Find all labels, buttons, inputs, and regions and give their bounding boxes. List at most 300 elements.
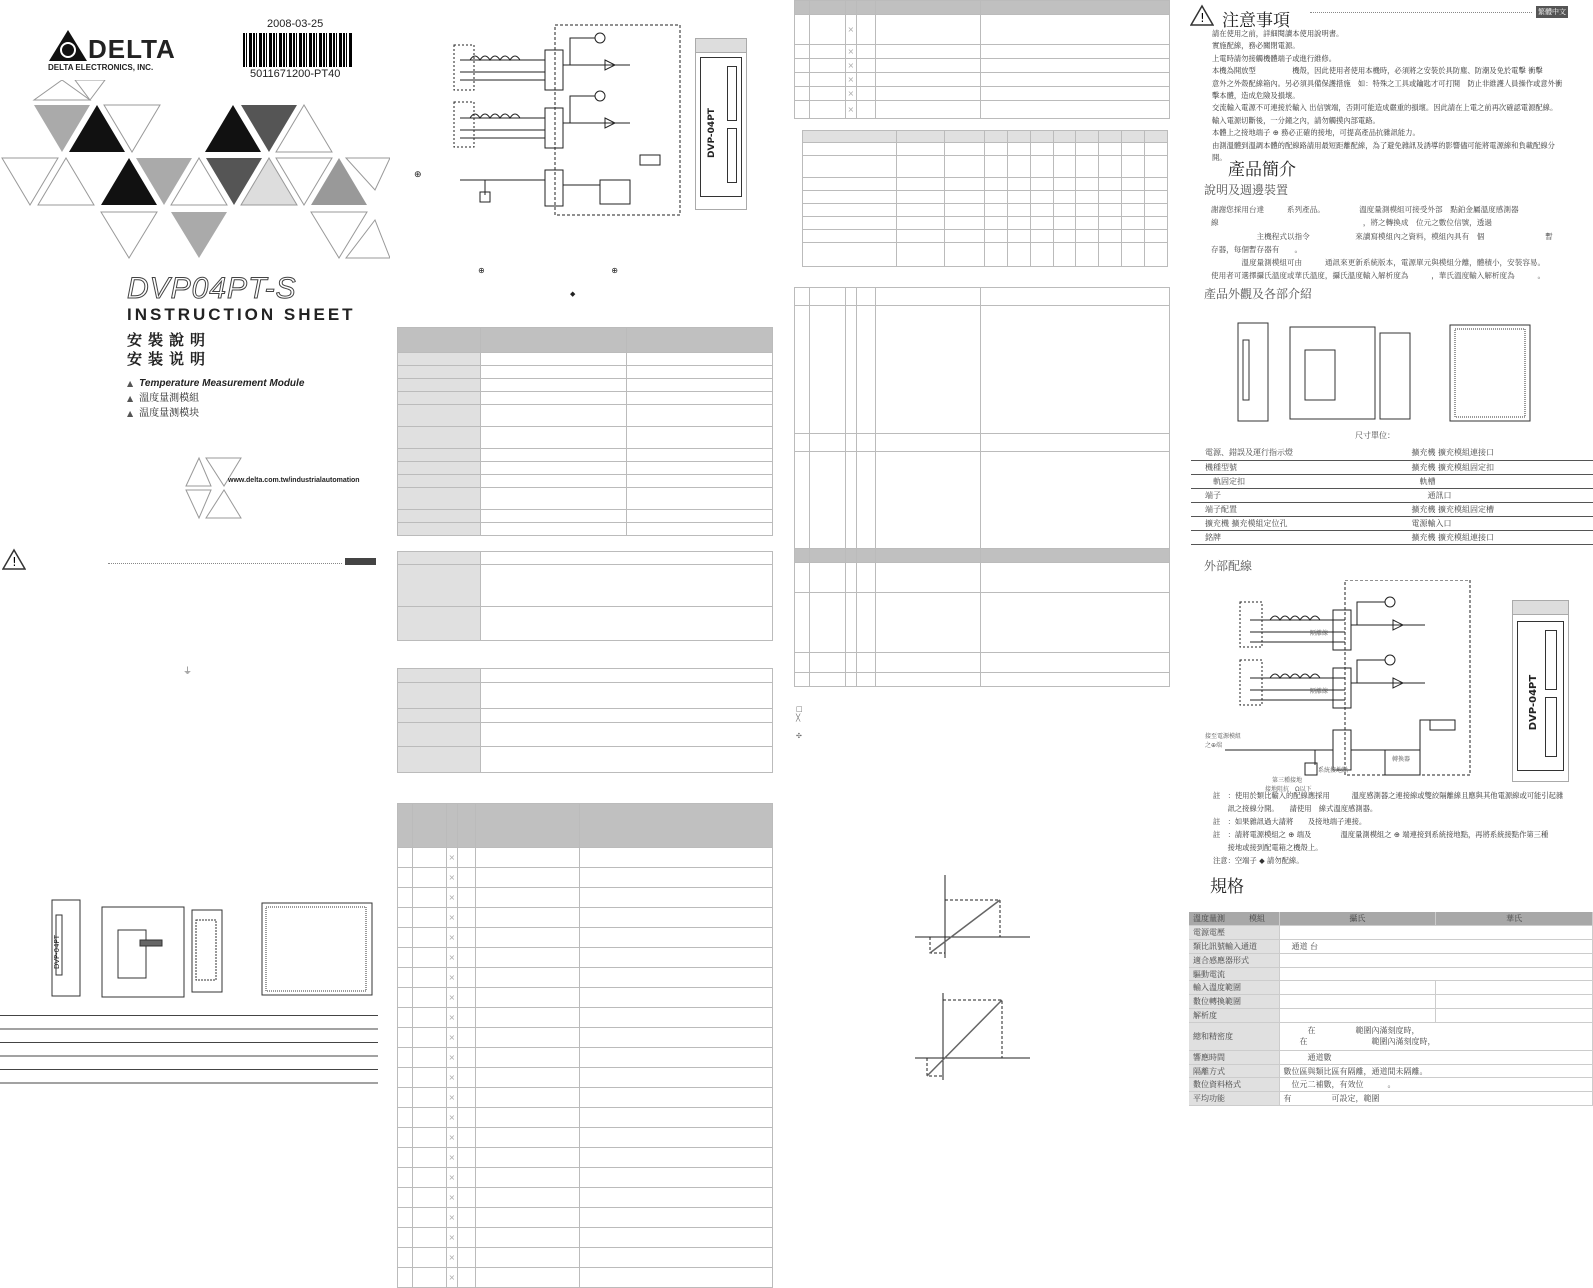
table-row — [398, 1048, 773, 1068]
delta-logo: DELTA — [48, 28, 158, 72]
ground-icon: ⏚ — [183, 667, 193, 677]
table-cell — [457, 1008, 475, 1028]
module-drawing — [695, 38, 747, 210]
ground-icon: ⊕ — [478, 266, 485, 275]
table-cell — [579, 1048, 773, 1068]
title-zh-simp: 安装说明 — [127, 350, 212, 368]
table-cell — [1099, 131, 1122, 143]
table-row — [398, 488, 773, 510]
table-row — [398, 1188, 773, 1208]
table-cell — [1145, 204, 1168, 217]
precaution-line: 意外之外殼配線箱內。另必須具備保護措施 如：特殊之工具或鑰匙才可打開 防止非維護人員操作或意外衝 — [1212, 78, 1563, 88]
description-text — [1211, 203, 1553, 283]
table-row — [795, 45, 1170, 59]
table-cell — [398, 488, 481, 510]
spec-value-celsius — [1279, 981, 1436, 995]
table-cell — [398, 1128, 413, 1148]
table-cell — [1122, 178, 1145, 191]
table-cell — [475, 1148, 579, 1168]
parts-row — [1191, 502, 1593, 516]
table-cell — [981, 653, 1170, 673]
table-cell — [1122, 230, 1145, 243]
table-row — [398, 888, 773, 908]
not-applicable-mark: × — [446, 1148, 457, 1168]
table-cell — [856, 653, 875, 673]
table-cell — [875, 15, 981, 45]
spec-table-en — [397, 327, 773, 536]
spec-header-cell: 溫度量測 模組 — [1189, 912, 1279, 926]
table-cell — [875, 87, 981, 101]
table-cell — [803, 156, 897, 178]
precaution-line: 請在使用之前，詳細閱讀本使用說明書。 — [1212, 29, 1344, 38]
spec-row — [1189, 967, 1593, 981]
description-line: 謝謝您採用台達 系列產品。 溫度量測模組可接受外部 點鉑金屬溫度感測器 — [1211, 205, 1519, 214]
spec-value — [1279, 1064, 1593, 1078]
table-cell — [1053, 230, 1076, 243]
spec-label: 總和精密度 — [1189, 1022, 1279, 1050]
table-cell — [1076, 230, 1099, 243]
table-cell — [579, 804, 773, 848]
table-cell — [579, 1188, 773, 1208]
table-row — [803, 143, 1168, 156]
table-cell — [475, 988, 579, 1008]
description-line: 存器，每個暫存器有 。 — [1211, 244, 1303, 254]
not-applicable-mark: × — [446, 1088, 457, 1108]
table-cell — [475, 1028, 579, 1048]
table-row — [795, 59, 1170, 73]
table-cell — [627, 462, 773, 475]
table-cell — [945, 191, 985, 204]
table-cell — [579, 1208, 773, 1228]
table-cell — [398, 405, 481, 427]
table-cell — [627, 353, 773, 366]
website-link[interactable]: www.delta.com.tw/industrialautomation — [228, 477, 360, 484]
table-cell — [398, 552, 481, 565]
part-name: 通訊口 — [1398, 488, 1593, 502]
table-row — [803, 217, 1168, 230]
table-cell — [457, 868, 475, 888]
table-cell — [945, 143, 985, 156]
table-cell — [579, 868, 773, 888]
table-cell — [475, 928, 579, 948]
spec-row — [1189, 995, 1593, 1009]
table-row — [398, 462, 773, 475]
table-cell — [398, 948, 413, 968]
parts-rule-lines — [0, 1015, 378, 1095]
table-cell — [457, 888, 475, 908]
table-row — [803, 243, 1168, 267]
part-name: 擴充機 擴充模組定位孔 — [1191, 516, 1398, 530]
description-line: 主機程式以指令 來讀寫模組內之資料，模組內具有 個 暫 — [1211, 231, 1553, 241]
language-badge[interactable]: 繁體中文 — [1538, 8, 1566, 16]
empty-terminal-icon: ◆ — [570, 290, 576, 298]
table-cell — [1076, 191, 1099, 204]
table-cell — [809, 563, 845, 593]
table-row — [398, 552, 773, 565]
table-cell — [897, 243, 945, 267]
table-row — [795, 306, 1170, 434]
table-cell — [809, 45, 845, 59]
table-row — [795, 563, 1170, 593]
table-cell — [457, 988, 475, 1008]
table-cell — [981, 434, 1170, 452]
table-row — [398, 1128, 773, 1148]
table-cell — [457, 968, 475, 988]
part-name: 擴充機 擴充模組連接口 — [1398, 530, 1593, 544]
table-cell — [1030, 243, 1053, 267]
table-cell — [856, 101, 875, 119]
dimension-unit: 尺寸單位： — [1355, 431, 1395, 440]
table-cell — [875, 45, 981, 59]
table-cell — [475, 1168, 579, 1188]
table-cell — [579, 1168, 773, 1188]
module-label: DVP-04PT — [706, 108, 717, 158]
not-applicable-mark: × — [446, 1228, 457, 1248]
spec-value-fahrenheit — [1436, 981, 1593, 995]
table-cell — [795, 452, 810, 562]
legend-marks: □ ╳ ✣ — [796, 705, 803, 740]
spec-label: 電源電壓 — [1189, 926, 1279, 940]
description-title: 說明及週邊裝置 — [1204, 183, 1289, 197]
table-row — [398, 366, 773, 379]
table-cell — [897, 230, 945, 243]
table-cell — [398, 988, 413, 1008]
note-line: 注意：空端子 ◆ 請勿配線。 — [1213, 856, 1304, 865]
table-row — [398, 1268, 773, 1288]
not-applicable-mark: × — [446, 908, 457, 928]
spec-label: 適合感應器形式 — [1189, 953, 1279, 967]
note-line: 註 ：如果雜訊過大請將 及接地端子連接。 — [1213, 817, 1367, 826]
table-row — [398, 968, 773, 988]
part-name: 軌槽 — [1398, 474, 1593, 488]
table-cell — [1053, 191, 1076, 204]
table-row — [398, 1028, 773, 1048]
spec-value-text: 數位區與類比區有隔離，通道間未隔離。 — [1283, 1066, 1428, 1076]
ground-symbols-note — [478, 266, 618, 275]
table-cell — [579, 1128, 773, 1148]
table-cell — [412, 868, 446, 888]
table-cell — [984, 217, 1007, 230]
table-cell — [875, 101, 981, 119]
table-row — [398, 449, 773, 462]
table-row — [398, 747, 773, 773]
spec-label: 數位轉換範圍 — [1189, 995, 1279, 1009]
table-cell — [981, 288, 1170, 306]
spec-value-fahrenheit — [1436, 1009, 1593, 1023]
table-cell — [480, 523, 627, 536]
table-cell — [457, 804, 475, 848]
table-cell — [981, 45, 1170, 59]
table-row — [398, 868, 773, 888]
not-applicable-mark: × — [845, 59, 856, 73]
table-cell — [475, 868, 579, 888]
table-cell — [984, 178, 1007, 191]
table-cell — [398, 462, 481, 475]
description-line: 使用者可選擇攝氏溫度或華氏溫度，攝氏溫度輸入解析度為 ，華氏溫度輸入解析度為 。 — [1211, 271, 1546, 281]
table-row — [803, 178, 1168, 191]
table-cell — [1076, 143, 1099, 156]
spec-row — [1189, 940, 1593, 954]
table-cell — [803, 230, 897, 243]
table-cell — [627, 392, 773, 405]
spec-value — [1279, 1022, 1593, 1050]
spec-value-text: 在 範圍內滿刻度時， — [1283, 1026, 1420, 1036]
precaution-line: 實施配線，務必關閉電源。 — [1212, 41, 1300, 51]
table-cell — [1030, 143, 1053, 156]
table-cell — [809, 306, 845, 434]
table-cell — [795, 673, 810, 687]
table-cell — [795, 59, 810, 73]
table-cell — [398, 1088, 413, 1108]
table-row — [803, 131, 1168, 143]
spec-label: 數位資料格式 — [1189, 1078, 1279, 1092]
table-cell — [398, 1208, 413, 1228]
table-row — [398, 683, 773, 709]
not-applicable-mark: × — [446, 1028, 457, 1048]
table-cell — [1099, 178, 1122, 191]
table-cell — [1076, 217, 1099, 230]
table-cell — [984, 143, 1007, 156]
not-applicable-mark: × — [446, 1168, 457, 1188]
table-row — [398, 475, 773, 488]
table-cell — [398, 1048, 413, 1068]
table-cell — [398, 328, 481, 353]
table-cell — [875, 452, 981, 562]
table-cell — [412, 908, 446, 928]
table-cell — [897, 204, 945, 217]
description-line: 線 ，將之轉換成 位元之數位信號，透過 — [1211, 218, 1492, 228]
table-cell — [480, 565, 772, 607]
table-cell — [412, 928, 446, 948]
table-cell — [897, 131, 945, 143]
cr-bit-table — [802, 130, 1168, 267]
wiring-diagram-en — [410, 20, 685, 225]
table-row — [398, 392, 773, 405]
precaution-line: 開。 — [1212, 153, 1227, 163]
conversion-chart-fahrenheit — [910, 988, 1035, 1083]
not-applicable-mark: × — [446, 928, 457, 948]
description-line: 溫度量測模組可由 通訊來更新系統版本，電源單元與模組分離，體積小，安裝容易。 — [1211, 258, 1546, 268]
table-cell — [398, 1008, 413, 1028]
bullet-triangle-icon: ▲ — [127, 379, 134, 388]
table-cell — [1145, 217, 1168, 230]
appearance-title: 產品外觀及各部介紹 — [1204, 287, 1313, 301]
table-cell — [875, 1, 981, 15]
table-cell — [1007, 178, 1030, 191]
product-intro-title: 產品簡介 — [1228, 160, 1296, 180]
table-cell — [398, 1148, 413, 1168]
not-applicable-mark: × — [446, 888, 457, 908]
product-appearance-drawing — [1210, 315, 1540, 425]
table-row — [795, 15, 1170, 45]
part-name: 端子 — [1191, 488, 1398, 502]
table-cell — [412, 1228, 446, 1248]
ground-icon: ⊕ — [414, 170, 422, 180]
table-cell — [981, 563, 1170, 593]
table-cell — [480, 709, 772, 723]
not-applicable-mark: × — [446, 1108, 457, 1128]
table-cell — [457, 1088, 475, 1108]
table-row — [398, 510, 773, 523]
not-applicable-mark: × — [446, 1208, 457, 1228]
table-row — [795, 673, 1170, 687]
table-cell — [480, 405, 627, 427]
table-cell — [412, 1128, 446, 1148]
table-cell — [412, 948, 446, 968]
table-cell — [475, 1228, 579, 1248]
table-cell — [398, 392, 481, 405]
spec-value — [1279, 1078, 1593, 1092]
table-cell — [480, 552, 772, 565]
wiring-label-to-power: 接至電源模組之⊕端 — [1205, 733, 1242, 749]
table-cell — [981, 306, 1170, 434]
not-applicable-mark: × — [845, 87, 856, 101]
cr-table-en — [397, 803, 773, 1288]
spec-row — [1189, 1078, 1593, 1092]
model-name: DVP04PT-S — [127, 272, 297, 305]
table-cell — [1122, 131, 1145, 143]
table-cell — [457, 1028, 475, 1048]
table-cell — [1007, 230, 1030, 243]
table-cell — [398, 709, 481, 723]
table-cell — [856, 1, 875, 15]
parts-row — [1191, 516, 1593, 530]
table-cell — [412, 1208, 446, 1228]
parts-table — [1191, 446, 1593, 545]
table-cell — [579, 908, 773, 928]
spec-value — [1279, 1050, 1593, 1064]
cr-table-1 — [794, 0, 1170, 119]
spec-header — [1189, 912, 1593, 926]
table-cell — [856, 87, 875, 101]
table-cell — [398, 449, 481, 462]
precautions-list — [1212, 28, 1562, 164]
table-cell — [480, 747, 772, 773]
table-cell — [398, 427, 481, 449]
spec-value-text: 通道 台 — [1283, 941, 1319, 951]
spec-value — [1279, 953, 1593, 967]
not-applicable-mark: × — [446, 1048, 457, 1068]
table-cell — [981, 73, 1170, 87]
table-cell — [457, 1248, 475, 1268]
table-cell — [579, 1228, 773, 1248]
table-cell — [627, 379, 773, 392]
table-cell — [1145, 156, 1168, 178]
table-cell — [475, 888, 579, 908]
table-cell — [875, 653, 981, 673]
parts-row — [1191, 446, 1593, 460]
spec-label: 類比訊號輸入通道 — [1189, 940, 1279, 954]
table-cell — [627, 427, 773, 449]
table-cell — [457, 1128, 475, 1148]
spec-table-en-3 — [397, 668, 773, 773]
table-cell — [475, 968, 579, 988]
table-cell — [984, 131, 1007, 143]
table-cell — [809, 101, 845, 119]
table-cell — [1122, 156, 1145, 178]
table-cell — [412, 1048, 446, 1068]
table-cell — [1007, 191, 1030, 204]
table-cell — [897, 178, 945, 191]
table-cell — [627, 366, 773, 379]
table-cell — [480, 462, 627, 475]
table-cell — [480, 366, 627, 379]
table-row — [398, 523, 773, 536]
table-cell — [945, 178, 985, 191]
table-cell — [981, 1, 1170, 15]
table-cell — [1030, 217, 1053, 230]
table-cell — [1076, 156, 1099, 178]
table-cell — [1007, 156, 1030, 178]
table-cell — [856, 306, 875, 434]
table-cell — [412, 888, 446, 908]
not-applicable-mark: × — [446, 1128, 457, 1148]
table-row — [398, 1068, 773, 1088]
table-cell — [1076, 178, 1099, 191]
spec-title: 規格 — [1210, 877, 1244, 897]
table-row — [398, 427, 773, 449]
table-row — [803, 156, 1168, 178]
precaution-line: 上電時請勿接觸機體端子或進行維修。 — [1212, 53, 1337, 63]
spec-row — [1189, 1092, 1593, 1106]
table-cell — [475, 848, 579, 868]
table-cell — [795, 563, 810, 593]
table-cell — [845, 452, 856, 562]
table-cell — [579, 888, 773, 908]
table-cell — [875, 288, 981, 306]
bullet-triangle-icon: ▲ — [127, 409, 134, 418]
table-cell — [1053, 143, 1076, 156]
table-cell — [875, 73, 981, 87]
table-cell — [856, 288, 875, 306]
table-cell — [1030, 178, 1053, 191]
cr-table-2 — [794, 287, 1170, 562]
spec-label: 解析度 — [1189, 1009, 1279, 1023]
spec-row — [1189, 981, 1593, 995]
part-name: 擴充機 擴充模組固定槽 — [1398, 502, 1593, 516]
table-cell — [981, 59, 1170, 73]
table-cell — [398, 908, 413, 928]
table-cell — [1099, 230, 1122, 243]
table-cell — [457, 1268, 475, 1288]
table-cell — [480, 475, 627, 488]
table-cell — [457, 848, 475, 868]
product-appearance-drawing — [30, 885, 380, 1000]
table-row — [398, 669, 773, 683]
table-cell — [875, 563, 981, 593]
table-cell — [398, 607, 481, 641]
table-cell — [457, 1168, 475, 1188]
table-cell — [875, 434, 981, 452]
table-cell — [398, 1168, 413, 1188]
spec-value-celsius — [1279, 995, 1436, 1009]
table-cell — [412, 1088, 446, 1108]
table-row — [398, 353, 773, 366]
table-cell — [795, 288, 810, 306]
table-cell — [945, 131, 985, 143]
product-item: ▲ Temperature Measurement Module — [127, 378, 305, 389]
delta-triangle-icon — [48, 28, 88, 62]
table-cell — [579, 1108, 773, 1128]
table-cell — [1099, 243, 1122, 267]
url-triangles — [184, 456, 244, 522]
table-cell — [627, 510, 773, 523]
table-cell — [1122, 243, 1145, 267]
conversion-line — [930, 900, 1000, 953]
table-cell — [579, 1248, 773, 1268]
table-cell — [579, 1068, 773, 1088]
table-cell — [845, 673, 856, 687]
